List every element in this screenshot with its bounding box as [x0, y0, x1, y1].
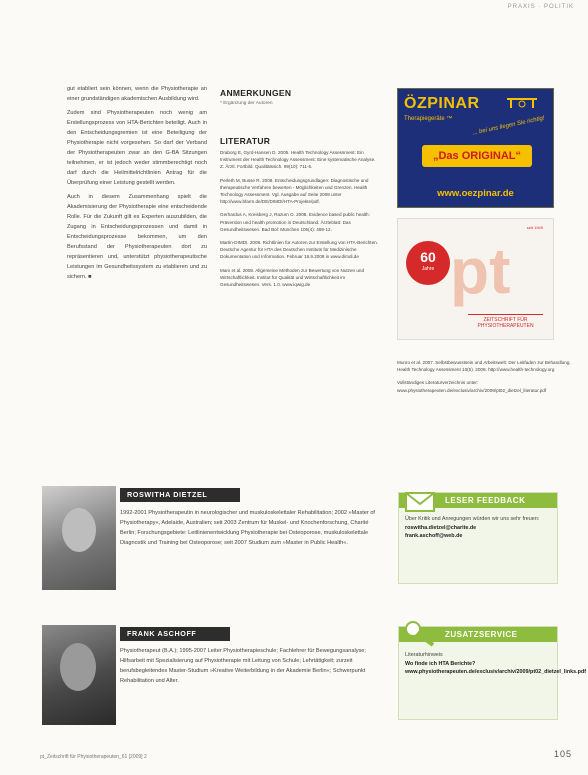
footer-journal: pt_Zeitschrift für Physiotherapeuten_61 [2009] 2 — [40, 754, 147, 760]
author-name-aschoff: FRANK ASCHOFF — [120, 627, 230, 641]
feedback-intro: Über Kritik und Anregungen würden wir uns sehr freuen: — [405, 516, 540, 522]
pt-anniversary-ad[interactable] — [397, 218, 554, 340]
author-photo-aschoff — [42, 625, 116, 725]
literature-entry: Perleth M, Busse R. 2008. Entscheidungsgrundlagen: Diagnostische und therapeutische Verfahren bewerten - Möglichkeiten und Grenzen. Health Technology Assessment. Vgl. Ausgabe auf Seite 2008 unter http://www.bfarm.de/DE/DIMDI/HTA-Projekte/pdf. — [220, 177, 369, 205]
anniversary-number: 60 — [420, 249, 436, 265]
literature-entry: Draborg E, Gyrd-Hansen D. 2005. Health Technology Assessment: Ein Instrument der Health Technology Assessment: Eine systematische Analyse. Z. Ärztl. Fortbild. Qualitätssich. 99(10): 711-5. — [220, 150, 376, 170]
paragraph: Auch in diesem Zusammenhang spielt die Akademisierung der Physiotherapie eine entscheidende Rolle. Für die Zukunft gilt es Experten auszubilden, die Zugang in Entscheidungsprozessen und damit in Entscheidungsprozesse bekommen, um den Berufsstand der Physiotherapeuten dort zu repräsentieren und, unterstützt physiotherapeutische Leistungen im Gesundheitssystem zu etablieren und zu sichern. ■ — [67, 194, 207, 280]
extra-service-box — [398, 626, 587, 720]
author-name-dietzel: ROSWITHA DIETZEL — [120, 488, 240, 502]
ad-brand: ÖZPINAR — [404, 95, 480, 112]
paragraph: Zudem sind Physiotherapeuten noch wenig am Erstellungsprozess von HTA-Berichten beteiligt. Auch in den Entscheidungsgremien ist eine Beteiligung der Physiotherapie nicht vorgesehen. So darf der Verband der Physiotherapeuten zwar an den G-BA Sitzungen teilnehmen, er ist jedoch weder stimmberechtigt noch darf durch die Heilmittelrichtlinien Antrag für die Überprüfung einer Leistung gestellt werden. — [67, 110, 207, 186]
paragraph: gut etabliert sein können, wenn die Physiotherapie an einer grundständigen akademischen Ausbildung wird. — [67, 86, 207, 102]
page-number: 105 — [553, 749, 572, 759]
notes-column — [220, 88, 380, 294]
article-column-left — [67, 84, 207, 286]
reader-feedback-box — [398, 492, 558, 584]
service-title: ZUSATZSERVICE — [399, 627, 557, 642]
service-intro: Literaturhinweis — [405, 652, 443, 658]
therapy-bench-icon — [505, 97, 539, 109]
mail-icon — [403, 487, 437, 515]
section-label: PRAXIS · POLITIK — [507, 4, 574, 10]
literature-entry: Marx et al. 2008. Allgemeine Methoden zur Bewertung von Nutzen und Wirtschaftlichkeit. Institut für Qualität und Wirtschaftlichkeit im Gesundheitswesen. Vers. 1.0. www.iqwig.de — [220, 267, 365, 288]
ad-badge: „Das ORIGINAL“ — [422, 145, 532, 167]
literature-heading: LITERATUR — [220, 136, 271, 146]
service-link[interactable]: www.physiotherapeuten.de/exclusiv/archiv/2009/pt02_dietzel_links.pdf — [405, 669, 587, 675]
feedback-email-1[interactable]: roswitha.dietzel@charite.de — [405, 524, 477, 531]
service-question: Wo finde ich HTA Berichte? — [405, 660, 476, 667]
author-photo-dietzel — [42, 486, 116, 590]
literature-column-right — [397, 359, 572, 400]
ad-subline: Therapiegeräte ™ — [404, 116, 453, 122]
literature-entry: Munro et al. 2007. Selbstbewusstsein und Arbeitswelt: Der Leitfaden zur Behandlung. Health Technology Assessment 10(5). 2008. http://www.health-technology.org — [397, 360, 571, 373]
literature-entry: Martin-DIMDI. 2008. Richtlinien für Autoren zur Erstellung von HTA-Berichten. Deutsche Agentur für HTA des Deutschen Instituts für Medizinische Dokumentation und Information. Februar 16.9.2008 in www.dimdi.de — [220, 240, 378, 260]
ad-journal-name: ZEITSCHRIFT FÜR PHYSIOTHERAPEUTEN — [468, 314, 543, 329]
ad-slogan: ... bei uns liegen Sie richtig! — [471, 115, 545, 137]
author-bio-dietzel: 1992-2001 Physiotherapeutin in neurologischer und muskuloskelettaler Rehabilitation; 2002 »Master of Physiotherapy«, Adelaide, Australien; seit 2003 Zentrum für Muskel- und Knochenforschung, Charité Berlin; Forschungsgebiete: Leitlinienentwicklung Physiotherapie bei Osteoporose, muskuloskelettale Diagnostik und Training bei Osteoporose; seit 2007 Studium zum »Master in Public Health«. — [120, 510, 375, 546]
literature-entry: Vollständiges Literaturverzeichnis unter: www.physiotherapeuten.de/exclusiv/archiv/2009/pt02_dietzel_literatur.pdf — [397, 380, 547, 393]
wrench-icon — [403, 619, 437, 647]
feedback-title: LESER FEEDBACK — [399, 493, 557, 508]
oezpinar-ad[interactable] — [397, 88, 554, 208]
literature-entry: Gerhardus A, Kreisberg J, Razum O. 2008. Evidence based public health: Prävention und health promotion in Deutschland. Ärzteblatt: Das Gesundheitswesen. Bad Bol: München 105(4): 489-12. — [220, 212, 370, 232]
notes-text: * Ergänzung der Autoren — [220, 101, 273, 106]
pt-logo: pt — [450, 235, 511, 307]
anniversary-unit: Jahre — [421, 266, 435, 272]
author-bio-aschoff: Physiotherapeut (B.A.); 1995-2007 Leiter Physiotherapieschule; Fachlehrer für Bewegungsanalyse; Hilfsarbeit mit Spezialisierung auf Physiotherapie mit Leitung von Schule; Lehrtätigkeit; zurzeit berufsbegleitendes Master-Studium »Kreative Weiterbildung in der Akademie Berlin«; Schwerpunkt Rehabilitation und Alter. — [120, 648, 366, 684]
ad-url[interactable]: www.oezpinar.de — [437, 188, 514, 199]
anniversary-badge — [406, 241, 450, 285]
notes-heading: ANMERKUNGEN — [220, 88, 292, 98]
feedback-email-2[interactable]: frank.aschoff@web.de — [405, 533, 463, 539]
ad-topline: seit 1949 — [526, 225, 543, 230]
